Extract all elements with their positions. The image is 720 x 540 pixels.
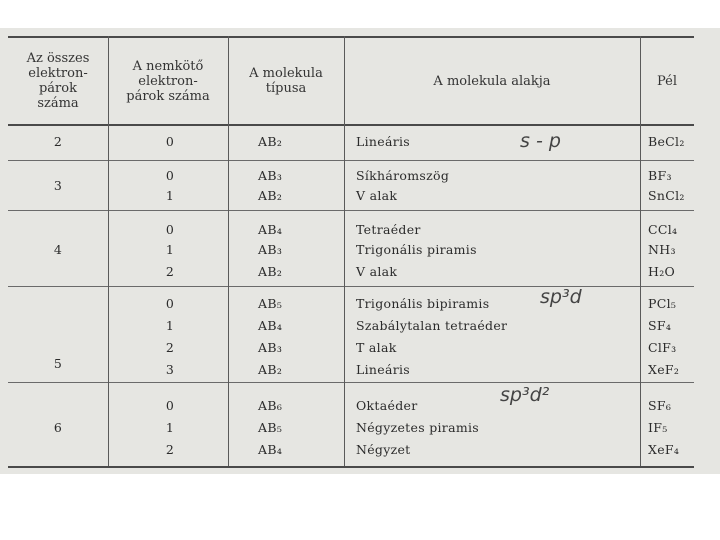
molecule-type-cell: AB₅ — [258, 420, 283, 435]
nonbonding-cell: 0 — [165, 398, 175, 413]
total-pairs-cell: 5 — [53, 356, 63, 371]
molecule-shape-cell: T alak — [356, 340, 397, 355]
example-cell: PCl₅ — [648, 296, 677, 311]
nonbonding-cell: 1 — [165, 188, 175, 203]
example-cell: H₂O — [648, 264, 676, 279]
molecule-type-cell: AB₃ — [258, 340, 283, 355]
molecule-type-cell: AB₂ — [258, 362, 283, 377]
nonbonding-cell: 0 — [165, 134, 175, 149]
molecule-shape-cell: Lineáris — [356, 362, 410, 377]
molecule-shape-cell: Négyzetes piramis — [356, 420, 479, 435]
example-cell: ClF₃ — [648, 340, 677, 355]
header-example: Pél — [656, 73, 677, 89]
molecule-shape-cell: V alak — [356, 188, 398, 203]
example-cell: IF₅ — [648, 420, 668, 435]
molecule-shape-cell: Trigonális piramis — [356, 242, 477, 257]
nonbonding-cell: 3 — [165, 362, 175, 377]
molecule-type-cell: AB₄ — [258, 318, 283, 333]
scanned-table — [0, 28, 720, 474]
molecule-type-cell: AB₂ — [258, 188, 283, 203]
example-cell: BF₃ — [648, 168, 672, 183]
nonbonding-cell: 0 — [165, 222, 175, 237]
group-rule — [8, 210, 694, 211]
molecule-shape-cell: Négyzet — [356, 442, 411, 457]
molecule-type-cell: AB₄ — [258, 442, 283, 457]
group-rule — [8, 286, 694, 287]
total-pairs-cell: 4 — [53, 242, 63, 257]
total-pairs-cell: 2 — [53, 134, 63, 149]
nonbonding-cell: 1 — [165, 420, 175, 435]
example-cell: BeCl₂ — [648, 134, 685, 149]
molecule-shape-cell: Tetraéder — [356, 222, 421, 237]
molecule-shape-cell: Szabálytalan tetraéder — [356, 318, 508, 333]
example-cell: NH₃ — [648, 242, 676, 257]
example-cell: CCl₄ — [648, 222, 678, 237]
molecule-type-cell: AB₆ — [258, 398, 283, 413]
molecule-shape-cell: Trigonális bipiramis — [356, 296, 490, 311]
handwritten-note: sp³d² — [500, 384, 550, 406]
molecule-type-cell: AB₃ — [258, 242, 283, 257]
header-nonbonding-pairs: A nemkötő elektron- párok száma — [126, 58, 210, 104]
header-total-pairs: Az összes elektron- párok száma — [26, 51, 90, 111]
molecule-type-cell: AB₄ — [258, 222, 283, 237]
group-rule — [8, 382, 694, 383]
molecule-type-cell: AB₅ — [258, 296, 283, 311]
molecule-type-cell: AB₂ — [258, 134, 283, 149]
example-cell: SnCl₂ — [648, 188, 685, 203]
nonbonding-cell: 1 — [165, 318, 175, 333]
molecule-shape-cell: Oktaéder — [356, 398, 418, 413]
example-cell: SF₆ — [648, 398, 672, 413]
header-molecule-shape: A molekula alakja — [433, 73, 551, 89]
nonbonding-cell: 2 — [165, 442, 175, 457]
example-cell: XeF₂ — [648, 362, 680, 377]
nonbonding-cell: 0 — [165, 296, 175, 311]
molecule-shape-cell: V alak — [356, 264, 398, 279]
total-pairs-cell: 6 — [53, 420, 63, 435]
header-molecule-type: A molekula típusa — [249, 66, 323, 96]
total-pairs-cell: 3 — [53, 178, 63, 193]
nonbonding-cell: 1 — [165, 242, 175, 257]
header-rule — [8, 124, 694, 126]
example-cell: XeF₄ — [648, 442, 680, 457]
molecule-shape-cell: Síkháromszög — [356, 168, 450, 183]
bottom-rule — [8, 466, 694, 468]
molecule-shape-cell: Lineáris — [356, 134, 410, 149]
nonbonding-cell: 2 — [165, 264, 175, 279]
group-rule — [8, 160, 694, 161]
nonbonding-cell: 2 — [165, 340, 175, 355]
handwritten-note: sp³d — [540, 286, 582, 308]
handwritten-note: s - p — [520, 130, 561, 152]
nonbonding-cell: 0 — [165, 168, 175, 183]
molecule-type-cell: AB₃ — [258, 168, 283, 183]
molecule-type-cell: AB₂ — [258, 264, 283, 279]
example-cell: SF₄ — [648, 318, 672, 333]
